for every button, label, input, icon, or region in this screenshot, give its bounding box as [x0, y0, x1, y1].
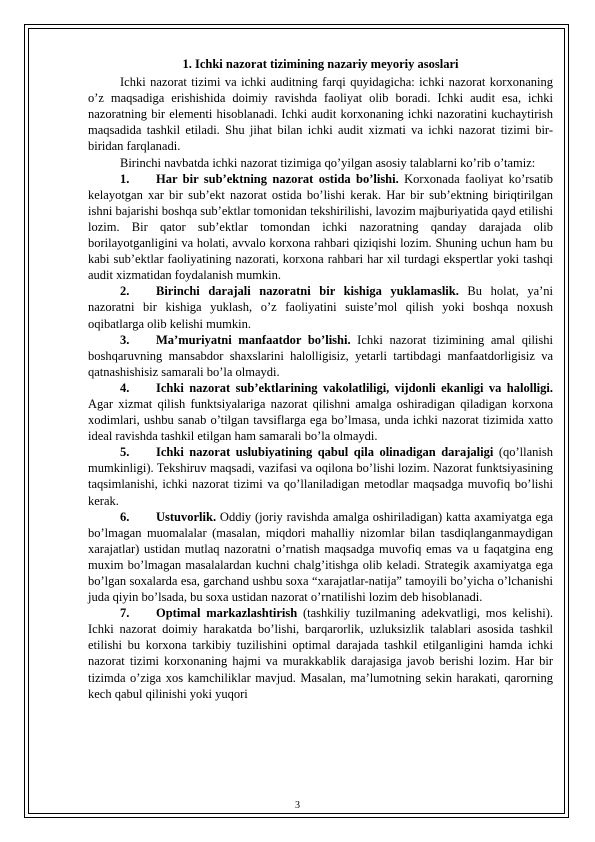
list-item	[88, 380, 553, 444]
item-text: Bu holat, ya’ni nazoratni bir kishiga yuklash, o’z faoliyatini suiste’mol qilish yoki boshqa noxush oqibatlarga olib kelishi mumkin.	[88, 284, 554, 331]
lead-paragraph: Birinchi navbatda ichki nazorat tizimiga qo’yilgan asosiy talablarni ko’rib o’tamiz:	[120, 155, 536, 170]
item-text: Agar xizmat qilish funktsiyalariga nazorat qilishni amalga oshiradigan qiladigan korxona xodimlari, ushbu sanab o’tilgan tavsiflarga ega bo’lmasa, unda ichki nazorat tizimida xatto ideal ravishda tashkil etilgan ham samarali bo’la olmaydi.	[88, 396, 553, 444]
list-item	[88, 171, 553, 284]
list-item	[88, 332, 553, 380]
list-item	[88, 444, 553, 508]
item-text: Oddiy (joriy ravishda amalga oshiriladigan) katta axamiyatga ega bo’lmagan muomalalar (masalan, miqdori mahalliy nizomlar bilan tasdiqlanganmaydigan xarajatlar) ustidan mutlaq nazoratni o’rnatish maqsadga muvofiq emas va u faqatgina eng muxim bo’lmagan masalalardan kuchni chalg’itishga olib keladi. Strategik axamiyatga ega bo’lgan soxalarda esa, garchand ushbu soxa “xarajatlar-natija” tamoyili bo’yicha o’lchanishi juda qiyin bo’lsada, bu soxa ustidan nazorat o’rnatilishi lozim deb hisoblanadi.	[88, 509, 553, 605]
list-item	[88, 283, 553, 331]
item-text: Korxonada faoliyat ko’rsatib kelayotgan xar bir sub’ekt nazorat ostida bo’lishi kerak. Har bir sub’ektning biriqtirilgan ishni bajarishi boshqa sub’ektlar tomonidan tekshirilishi, lavozim majburiyatida qayd etilishi lozim. Bir qator sub’ektlar tomondan ichki nazoratning qanday darajada olib borilayotganligini va holati, avvalo korxona rahbari qiziqishi lozim. Shuning uchun ham bu kabi sub’ektlar faoliyatining nazorati, korxona rahbari har xil turdagi ekspertlar yoki tashqi audit xizmatidan foydalanish mumkin.	[88, 171, 553, 283]
item-number: 2.	[120, 284, 130, 299]
page-number: 3	[295, 800, 300, 811]
item-number: 4.	[120, 380, 130, 395]
item-number: 6.	[120, 509, 130, 524]
item-number: 3.	[120, 332, 130, 347]
section-title: 1. Ichki nazorat tizimining nazariy meyoriy asoslari	[182, 57, 459, 71]
item-heading: Ichki nazorat uslubiyatining qabul qila olinadigan darajaligi	[156, 445, 494, 460]
item-heading: Ichki nazorat sub’ektlarining vakolatliligi, vijdonli ekanligi va halolligi.	[156, 380, 553, 395]
item-heading: Optimal markazlashtirish	[156, 606, 298, 621]
item-heading: Ma’muriyatni manfaatdor bo’lishi.	[156, 332, 351, 347]
document-body	[88, 56, 553, 702]
item-heading: Birinchi darajali nazoratni bir kishiga yuklamaslik.	[156, 284, 459, 299]
list-item	[88, 509, 553, 606]
item-number: 7.	[120, 606, 130, 621]
list-item	[88, 605, 553, 702]
item-heading: Ustuvorlik.	[156, 509, 217, 524]
item-number: 1.	[120, 171, 130, 186]
item-number: 5.	[120, 445, 130, 460]
item-text: (qo’llanish mumkinligi). Tekshiruv maqsadi, vazifasi va oqilona bo’lishi lozim. Nazorat funktsiyasining taqsimlanishi, ichki nazorat tizimi va qo’llaniladigan metodlar maqsadga muvofiq bo’lishi kerak.	[88, 445, 553, 508]
item-heading: Har bir sub’ektning nazorat ostida bo’lishi.	[156, 171, 399, 186]
item-text: (tashkiliy tuzilmaning adekvatligi, mos kelishi). Ichki nazorat doimiy harakatda bo’lishi, barqarorlik, uzluksizlik talablari asosida tashkil etilishi bu korxona tarkibiy tuzilishini optimal darajada tashkil etilganligini hamda ichki nazorat tizimi korxonaning hajmi va murakkablik darajasiga javob berishi lozim. Har bir tizimda o’ziga xos kamchiliklar mavjud. Masalan, ma’lumotning sekin harakati, qarorning kech qabul qilinishi yoki yuqori	[88, 606, 554, 701]
item-text: Ichki nazorat tizimining amal qilishi boshqaruvning mansabdor shaxslarini halolligisiz, yetarli tartibdagi manfaatdorligisiz va qatnashishisiz samarali bo’la olmaydi.	[88, 332, 553, 379]
intro-paragraph: Ichki nazorat tizimi va ichki auditning farqi quyidagicha: ichki nazorat korxonaning o’z maqsadiga erishishida doimiy ravishda faoliyat olib boradi. Ichki audit esa, ichki nazoratning bir elementi hisoblanadi. Ichki audit korxonaning ichki nazoratini kuchaytirish maqsadida tashkil etiladi. Shu jihat bilan ichki audit xizmati va ichki nazorat tizimi bir-biridan farqlanadi.	[88, 75, 553, 154]
